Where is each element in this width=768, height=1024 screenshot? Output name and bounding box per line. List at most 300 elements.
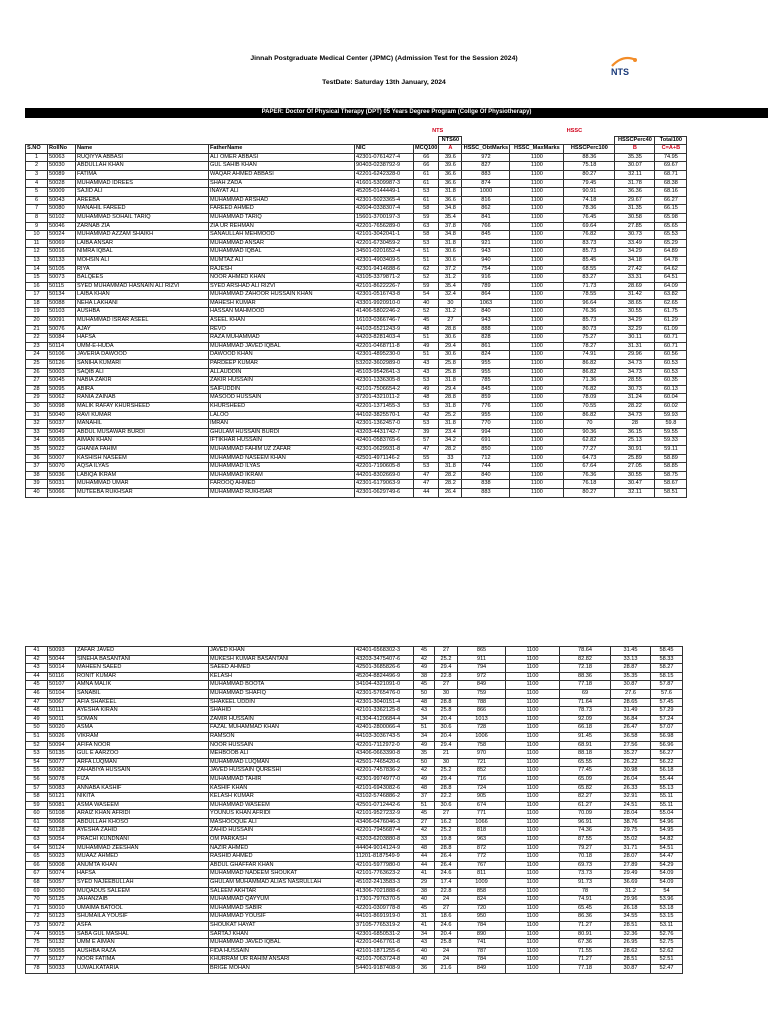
cell-nic: 34104-4321091-0 (355, 681, 414, 690)
cell-nic: 42201-1371455-3 (355, 403, 414, 412)
cell-total: 60.56 (655, 351, 687, 360)
cell-nic: 11201-8187549-9 (355, 853, 414, 862)
cell-nic: 42201-7190605-8 (355, 463, 414, 472)
table-row (26, 256, 687, 265)
cell-perc100: 85.73 (564, 248, 615, 257)
cell-father: SAIFUDDIN (209, 385, 355, 394)
cell-rollno: 50125 (48, 896, 76, 905)
cell-sno: 3 (26, 170, 48, 179)
cell-total: 55.11 (651, 801, 683, 810)
cell-max: 1100 (506, 810, 560, 819)
cell-nts560: 34.8 (439, 231, 462, 240)
cell-max: 1100 (510, 239, 564, 248)
cell-mcq: 43 (414, 939, 435, 948)
cell-nic: 43301-9920910-0 (355, 299, 414, 308)
cell-rollno: 50049 (48, 428, 76, 437)
cell-perc40: 36.15 (615, 428, 655, 437)
cell-perc100: 91.73 (560, 879, 611, 888)
table-row (26, 810, 683, 819)
cell-perc100: 70 (564, 420, 615, 429)
table-row (26, 488, 687, 497)
cell-mcq: 49 (414, 664, 435, 673)
cell-max: 1100 (506, 818, 560, 827)
cell-sno: 50 (26, 724, 48, 733)
cell-perc40: 33.31 (615, 274, 655, 283)
cell-perc40: 36.58 (611, 732, 651, 741)
cell-nic: 43105-3379871-2 (355, 274, 414, 283)
cell-nic: 45205-0144449-1 (355, 188, 414, 197)
cell-obt: 865 (458, 647, 506, 656)
cell-mcq: 51 (414, 351, 439, 360)
table-row (26, 836, 683, 845)
cell-father: MAHESH KUMAR (209, 299, 355, 308)
cell-nic: 42301-5023365-4 (355, 196, 414, 205)
cell-perc40: 36.36 (615, 188, 655, 197)
cell-max: 1100 (506, 964, 560, 973)
col-mcq: MCQ100 (414, 145, 439, 154)
cell-obt: 720 (458, 904, 506, 913)
cell-mcq: 49 (414, 342, 439, 351)
cell-rollno: 50121 (48, 793, 76, 802)
table-row (26, 231, 687, 240)
cell-name: ARFA LUQMAN (76, 758, 209, 767)
cell-name: KASHISH NASEEM (76, 454, 209, 463)
cell-sno: 60 (26, 810, 48, 819)
cell-nic: 42101-1871255-6 (355, 947, 414, 956)
cell-perc40: 31.2 (611, 887, 651, 896)
results-table-page-1 (25, 128, 687, 498)
cell-rollno: 50126 (48, 360, 76, 369)
table-row (26, 445, 687, 454)
cell-obt: 1000 (462, 188, 510, 197)
cell-rollno: 50124 (48, 844, 76, 853)
cell-father: MUHAMMAD LUQMAN (209, 758, 355, 767)
cell-nts560: 39.6 (439, 162, 462, 171)
cell-sno: 8 (26, 213, 48, 222)
cell-perc100: 65.82 (560, 784, 611, 793)
cell-total: 56.22 (651, 758, 683, 767)
table-row (26, 758, 683, 767)
cell-father: SHOUKAT HAYAT (209, 922, 355, 931)
cell-max: 1100 (506, 844, 560, 853)
cell-nts560: 30.6 (439, 351, 462, 360)
col-max: HSSC_MaxMarks (510, 145, 564, 154)
cell-mcq: 37 (414, 793, 435, 802)
cell-name: ANUMTA KHAN (76, 861, 209, 870)
cell-total: 61.29 (655, 317, 687, 326)
cell-total: 52.76 (651, 930, 683, 939)
cell-perc40: 30.58 (615, 213, 655, 222)
cell-name: RAVI KUMAR (76, 411, 209, 420)
cell-sno: 37 (26, 463, 48, 472)
cell-name: MUHAMMAD ZEESHAN (76, 844, 209, 853)
cell-perc40: 27.6 (611, 689, 651, 698)
cell-mcq: 50 (414, 689, 435, 698)
cell-max: 1100 (510, 282, 564, 291)
cell-perc100: 67.36 (560, 939, 611, 948)
cell-nts560: 18.6 (435, 913, 458, 922)
cell-sno: 45 (26, 681, 48, 690)
cell-rollno: 50003 (48, 368, 76, 377)
cell-father: PARDEEP KUMAR (209, 360, 355, 369)
cell-total: 52.62 (651, 947, 683, 956)
cell-rollno: 50028 (48, 179, 76, 188)
cell-rollno: 50089 (48, 170, 76, 179)
cell-name: AJAY (76, 325, 209, 334)
cell-nic: 41601-5309987-3 (355, 179, 414, 188)
cell-sno: 10 (26, 231, 48, 240)
cell-max: 1100 (510, 342, 564, 351)
cell-obt: 874 (462, 179, 510, 188)
cell-nts560: 36.6 (439, 196, 462, 205)
cell-name: ZARNAB ZIA (76, 222, 209, 231)
cell-father: NOOR HUSSAIN (209, 741, 355, 750)
cell-obt: 1009 (458, 879, 506, 888)
table-row (26, 471, 687, 480)
cell-obt: 721 (458, 758, 506, 767)
cell-max: 1100 (506, 664, 560, 673)
cell-mcq: 66 (414, 153, 439, 162)
cell-perc100: 86.82 (564, 368, 615, 377)
cell-total: 57.07 (651, 724, 683, 733)
cell-max: 1100 (506, 724, 560, 733)
cell-perc100: 92.09 (560, 715, 611, 724)
cell-perc40: 34.73 (615, 411, 655, 420)
cell-name: MUHAMMAD AZZAM SHAIKH (76, 231, 209, 240)
cell-nts560: 30.6 (439, 334, 462, 343)
cell-rollno: 50026 (48, 732, 76, 741)
cell-name: ANNABA KASHIF (76, 784, 209, 793)
cell-max: 1100 (506, 836, 560, 845)
cell-father: KELASH KUMAR (209, 793, 355, 802)
cell-rollno: 50082 (48, 767, 76, 776)
cell-obt: 850 (462, 445, 510, 454)
cell-nts560: 27 (435, 647, 458, 656)
table-body-page-2 (26, 647, 683, 974)
cell-total: 54.96 (651, 818, 683, 827)
cell-father: ZAMIR HUSSAIN (209, 715, 355, 724)
cell-mcq: 48 (414, 784, 435, 793)
cell-perc100: 91.45 (560, 732, 611, 741)
cell-rollno: 50080 (48, 205, 76, 214)
cell-obt: 888 (462, 325, 510, 334)
cell-name: GHANIA FAHIM (76, 445, 209, 454)
cell-perc40: 28.51 (611, 922, 651, 931)
cell-sno: 23 (26, 342, 48, 351)
cell-rollno: 50094 (48, 741, 76, 750)
cell-rollno: 50133 (48, 256, 76, 265)
cell-max: 1100 (510, 196, 564, 205)
cell-perc100: 69 (560, 689, 611, 698)
results-table-page-2 (25, 646, 683, 974)
cell-nts560: 27 (439, 317, 462, 326)
cell-perc40: 30.73 (615, 385, 655, 394)
cell-max: 1100 (506, 750, 560, 759)
cell-rollno: 50030 (48, 162, 76, 171)
col-obt: HSSC_ObtMarks (462, 145, 510, 154)
cell-obt: 963 (458, 836, 506, 845)
table-row (26, 428, 687, 437)
cell-perc40: 31.49 (611, 707, 651, 716)
cell-father: RAZA MUHAMMAD (209, 334, 355, 343)
cell-max: 1100 (510, 351, 564, 360)
cell-sno: 68 (26, 879, 48, 888)
cell-nic: 42201-0309778-8 (355, 904, 414, 913)
cell-max: 1100 (510, 480, 564, 489)
cell-mcq: 49 (414, 775, 435, 784)
cell-name: ASMA WASEEM (76, 801, 209, 810)
cell-sno: 27 (26, 377, 48, 386)
cell-nic: 43406-0476046-3 (355, 818, 414, 827)
cell-rollno: 50067 (48, 698, 76, 707)
cell-rollno: 50077 (48, 758, 76, 767)
cell-name: MALIK RAFAY KHURSHEED (76, 403, 209, 412)
cell-mcq: 53 (414, 239, 439, 248)
cell-father: RAMSON (209, 732, 355, 741)
cell-obt: 787 (458, 947, 506, 956)
cell-mcq: 47 (414, 445, 439, 454)
cell-nts560: 28.8 (435, 844, 458, 853)
cell-total: 54.51 (651, 844, 683, 853)
cell-total: 64.62 (655, 265, 687, 274)
cell-max: 1100 (510, 274, 564, 283)
cell-sno: 64 (26, 844, 48, 853)
cell-nts560: 31.8 (439, 188, 462, 197)
cell-rollno: 50043 (48, 196, 76, 205)
table-row (26, 437, 687, 446)
cell-perc40: 28.62 (611, 947, 651, 956)
cell-father: ABDUL GHAFFAR KHAN (209, 861, 355, 870)
cell-nts560: 24 (435, 896, 458, 905)
cell-mcq: 29 (414, 879, 435, 888)
cell-total: 60.71 (655, 334, 687, 343)
cell-father: MUHAMMAD TARIQ (209, 213, 355, 222)
cell-father: KELASH (209, 672, 355, 681)
cell-max: 1100 (510, 170, 564, 179)
cell-max: 1100 (510, 437, 564, 446)
cell-sno: 32 (26, 420, 48, 429)
cell-obt: 972 (462, 153, 510, 162)
table-row (26, 715, 683, 724)
cell-perc40: 28.65 (611, 698, 651, 707)
cell-sno: 2 (26, 162, 48, 171)
table-row (26, 870, 683, 879)
cell-name: FATIMA (76, 170, 209, 179)
cell-perc100: 75.18 (564, 162, 615, 171)
cell-total: 53.11 (651, 922, 683, 931)
cell-mcq: 51 (414, 334, 439, 343)
cell-sno: 15 (26, 274, 48, 283)
cell-perc100: 70.55 (564, 403, 615, 412)
cell-father: MUHAMMAD JAVED IQBAL (209, 939, 355, 948)
cell-mcq: 44 (414, 853, 435, 862)
cell-nic: 42301-0629749-6 (355, 488, 414, 497)
cell-nts560: 28.8 (439, 325, 462, 334)
cell-nic: 42301-4895230-0 (355, 351, 414, 360)
cell-max: 1100 (510, 231, 564, 240)
cell-nic: 43102-5746886-2 (355, 793, 414, 802)
cell-nic: 42401-0583765-6 (355, 437, 414, 446)
cell-obt: 994 (462, 428, 510, 437)
cell-father: BRIGE MOHAN (209, 964, 355, 973)
cell-perc100: 65.09 (560, 775, 611, 784)
cell-father: WAQAR AHMED ABBASI (209, 170, 355, 179)
cell-rollno: 50072 (48, 922, 76, 931)
cell-father: RAJESH (209, 265, 355, 274)
cell-nic: 42101-7763623-2 (355, 870, 414, 879)
cell-father: MUHAMMAD SHAFIQ (209, 689, 355, 698)
cell-perc100: 85.45 (564, 256, 615, 265)
table-row (26, 853, 683, 862)
cell-perc100: 96.64 (564, 299, 615, 308)
cell-name: RIYA (76, 265, 209, 274)
cell-perc40: 32.11 (615, 170, 655, 179)
cell-max: 1100 (510, 308, 564, 317)
cell-max: 1100 (506, 861, 560, 870)
cell-perc40: 30.47 (615, 480, 655, 489)
cell-name: SOMAN (76, 715, 209, 724)
cell-mcq: 55 (414, 454, 439, 463)
cell-perc40: 34.29 (615, 317, 655, 326)
cell-sno: 13 (26, 256, 48, 265)
cell-perc40: 26.04 (611, 775, 651, 784)
cell-rollno: 50073 (48, 274, 76, 283)
cell-mcq: 35 (414, 750, 435, 759)
table-row (26, 896, 683, 905)
cell-obt: 728 (458, 724, 506, 733)
cell-sno: 4 (26, 179, 48, 188)
cell-father: MUHAMMAD RUKHSAR (209, 488, 355, 497)
cell-obt: 712 (462, 454, 510, 463)
cell-rollno: 50063 (48, 153, 76, 162)
cell-perc40: 30.73 (615, 231, 655, 240)
cell-father: FAREED AHMED (209, 205, 355, 214)
cell-sno: 28 (26, 385, 48, 394)
cell-father: MUHAMMAD QAYYUM (209, 896, 355, 905)
cell-father: MUHAMMAD ANSAR (209, 239, 355, 248)
cell-perc40: 35.27 (611, 750, 651, 759)
cell-nts560: 30.6 (439, 248, 462, 257)
cell-obt: 776 (462, 403, 510, 412)
cell-rollno: 50091 (48, 317, 76, 326)
cell-obt: 789 (462, 282, 510, 291)
cell-max: 1100 (506, 655, 560, 664)
cell-father: KASHIF KHAN (209, 784, 355, 793)
table-row (26, 664, 683, 673)
cell-father: JAVED HUSSAIN QURESHI (209, 767, 355, 776)
cell-sno: 48 (26, 707, 48, 716)
cell-obt: 883 (462, 170, 510, 179)
cell-perc100: 61.27 (560, 801, 611, 810)
cell-max: 1100 (510, 368, 564, 377)
cell-mcq: 51 (414, 724, 435, 733)
cell-sno: 29 (26, 394, 48, 403)
cell-name: LABIQA IKRAM (76, 471, 209, 480)
cell-perc40: 30.98 (611, 767, 651, 776)
table-row (26, 368, 687, 377)
cell-sno: 39 (26, 480, 48, 489)
table-row (26, 179, 687, 188)
cell-obt: 872 (458, 844, 506, 853)
cell-rollno: 50078 (48, 775, 76, 784)
cell-father: ALLAUDDIN (209, 368, 355, 377)
cell-obt: 674 (458, 801, 506, 810)
table-row (26, 420, 687, 429)
cell-nts560: 28.8 (435, 698, 458, 707)
cell-total: 66.15 (655, 205, 687, 214)
cell-name: SANABIL (76, 689, 209, 698)
cell-sno: 75 (26, 939, 48, 948)
table-row (26, 454, 687, 463)
cell-rollno: 50083 (48, 784, 76, 793)
table-row (26, 939, 683, 948)
cell-nic: 42201-7945687-4 (355, 827, 414, 836)
table-row (26, 170, 687, 179)
cell-rollno: 50102 (48, 213, 76, 222)
cell-max: 1100 (510, 248, 564, 257)
cell-rollno: 50084 (48, 334, 76, 343)
cell-father: GUL SAHIB KHAN (209, 162, 355, 171)
table-row (26, 793, 683, 802)
cell-nic: 44404-9014124-9 (355, 844, 414, 853)
cell-total: 58.45 (651, 647, 683, 656)
cell-father: GHULAM MUHAMMAD ALIAS NASRULLAH (209, 879, 355, 888)
cell-nts560: 20.4 (435, 732, 458, 741)
cell-sno: 5 (26, 188, 48, 197)
cell-father: NOOR AHMED KHAN (209, 274, 355, 283)
cell-father: MUHAMMAD SABIR (209, 904, 355, 913)
cell-mcq: 36 (414, 964, 435, 973)
cell-rollno: 50031 (48, 480, 76, 489)
cell-name: AYESHA KIRAN (76, 707, 209, 716)
cell-name: MANAHIL FAREED (76, 205, 209, 214)
cell-nts560: 29.4 (439, 342, 462, 351)
cell-perc100: 71.27 (560, 956, 611, 965)
table-row (26, 767, 683, 776)
cell-perc100: 82.27 (560, 793, 611, 802)
cell-mcq: 58 (414, 231, 439, 240)
table-row (26, 698, 683, 707)
cell-rollno: 50070 (48, 463, 76, 472)
cell-name: AIMAN KHAN (76, 437, 209, 446)
cell-total: 53.18 (651, 904, 683, 913)
cell-perc100: 70.09 (560, 810, 611, 819)
cell-total: 56.27 (651, 750, 683, 759)
cell-obt: 758 (458, 741, 506, 750)
cell-perc100: 82.82 (560, 655, 611, 664)
cell-mcq: 47 (414, 471, 439, 480)
cell-rollno: 50076 (48, 325, 76, 334)
table-row (26, 655, 683, 664)
cell-perc100: 74.91 (560, 896, 611, 905)
cell-total: 59.55 (655, 428, 687, 437)
cell-sno: 78 (26, 964, 48, 973)
cell-sno: 7 (26, 205, 48, 214)
cell-max: 1100 (510, 445, 564, 454)
cell-mcq: 42 (414, 411, 439, 420)
table-row (26, 317, 687, 326)
cell-mcq: 34 (414, 930, 435, 939)
cell-nts560: 28.8 (439, 394, 462, 403)
cell-perc100: 65.55 (560, 758, 611, 767)
cell-obt: 883 (462, 488, 510, 497)
cell-total: 56.96 (651, 741, 683, 750)
cell-obt: 818 (458, 827, 506, 836)
cell-obt: 816 (462, 196, 510, 205)
cell-obt: 841 (462, 213, 510, 222)
cell-mcq: 42 (414, 767, 435, 776)
cell-sno: 43 (26, 664, 48, 673)
